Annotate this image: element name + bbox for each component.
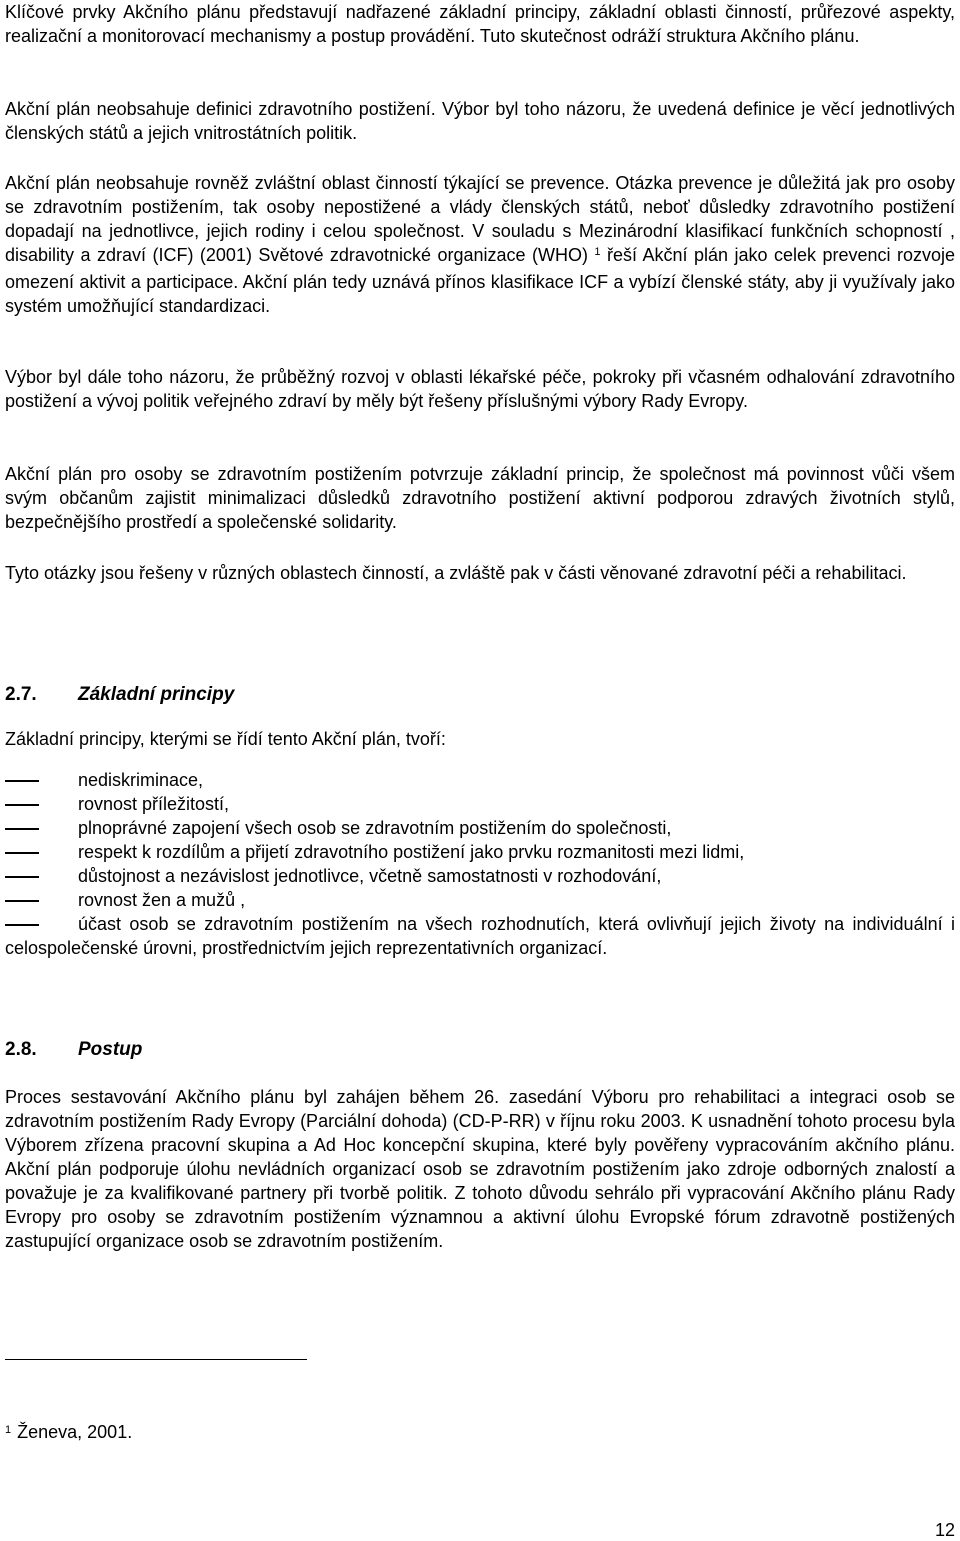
footnote-text: Ženeva, 2001.	[17, 1422, 133, 1442]
paragraph-prevention-part1: Akční plán neobsahuje rovněž zvláštní oblast činností týkající se prevence. Otázka prevence je důležitá jak pro osoby se zdravotním postižením, tak osoby nepostižené a vlády členských států, neboť důsledky zdravotního postižení dopadají na jednotlivce, jejich rodiny i celou společnost. V souladu s Mezinárodní klasifikací funkčních schopností , disability a zdraví (ICF) (2001) Světové zdravotnické organizace (WHO)	[5, 173, 955, 265]
dash-bullet-icon	[5, 900, 39, 902]
page-number: 12	[934, 1520, 955, 1540]
section-heading-2-7	[5, 682, 234, 708]
dash-bullet-icon	[5, 924, 39, 926]
paragraph-prevention	[5, 171, 955, 318]
list-item	[5, 816, 955, 840]
list-item-text: účast osob se zdravotním postižením na všech rozhodnutích, která ovlivňují jejich životy na individuální i celospolečenské úrovni, prostřednictvím jejich reprezentativních organizací.	[5, 914, 955, 958]
paragraph-definition: Akční plán neobsahuje definici zdravotního postižení. Výbor byl toho názoru, že uvedená definice je věcí jednotlivých členských států a jejich vnitrostátních politik.	[5, 99, 955, 143]
section-title: Základní principy	[78, 684, 235, 705]
footnote-reference[interactable]: 1	[594, 246, 601, 258]
paragraph-committee: Výbor byl dále toho názoru, že průběžný rozvoj v oblasti lékařské péče, pokroky při včasném odhalování zdravotního postižení a vývoj politik veřejného zdraví by měly být řešeny příslušnými výbory Rady Evropy.	[5, 367, 955, 411]
list-item	[5, 888, 955, 912]
footnote-mark: 1	[5, 1424, 12, 1436]
list-item-text: rovnost příležitostí,	[78, 794, 230, 814]
section-heading-2-8	[5, 1037, 142, 1063]
list-item	[5, 792, 955, 816]
paragraph-key-elements: Klíčové prvky Akčního plánu představují nadřazené základní principy, základní oblasti činností, průřezové aspekty, realizační a monitorovací mechanismy a postup provádění. Tuto skutečnost odráží struktura Akčního plánu.	[5, 2, 955, 46]
section-number: 2.7.	[5, 684, 37, 705]
list-item	[5, 864, 955, 888]
footnote	[5, 1419, 132, 1445]
principles-intro: Základní principy, kterými se řídí tento Akční plán, tvoří:	[5, 729, 446, 749]
paragraph-prevention-part2: řeší Akční plán jako celek prevenci rozvoje omezení aktivit a participace. Akční plán tedy uznává přínos klasifikace ICF a vybízí členské státy, aby ji využívaly jako systém umožňující standardizaci.	[5, 245, 955, 316]
section-number: 2.8.	[5, 1039, 37, 1060]
list-item-text: rovnost žen a mužů ,	[78, 890, 246, 910]
footnote-separator	[5, 1359, 307, 1360]
paragraph-procedure: Proces sestavování Akčního plánu byl zahájen během 26. zasedání Výboru pro rehabilitaci a integraci osob se zdravotním postižením Rady Evropy (Parciální dohoda) (CD-P-RR) v říjnu roku 2003. K usnadnění tohoto procesu byla Výborem zřízena pracovní skupina a Ad Hoc koncepční skupina, které byly pověřeny vypracováním akčního plánu. Akční plán podporuje úlohu nevládních organizací osob se zdravotním postižením jako zdroje odborných znalostí a považuje je za kvalifikované partnery při tvorbě politik. Z tohoto důvodu sehrálo při vypracování Akčního plánu Rady Evropy pro osoby se zdravotním postižením významnou a aktivní úlohu Evropské fórum zdravotně postižených zastupující organizace osob se zdravotním postižením.	[5, 1087, 955, 1251]
dash-bullet-icon	[5, 852, 39, 854]
list-item	[5, 840, 955, 864]
list-item-text: respekt k rozdílům a přijetí zdravotního postižení jako prvku rozmanitosti mezi lidmi,	[78, 842, 745, 862]
principles-list	[5, 768, 955, 960]
paragraph-areas: Tyto otázky jsou řešeny v různých oblastech činností, a zvláště pak v části věnované zdravotní péči a rehabilitaci.	[5, 563, 907, 583]
dash-bullet-icon	[5, 876, 39, 878]
list-item-text: důstojnost a nezávislost jednotlivce, včetně samostatnosti v rozhodování,	[78, 866, 662, 886]
list-item	[5, 912, 955, 960]
list-item-text: nediskriminace,	[78, 770, 204, 790]
dash-bullet-icon	[5, 804, 39, 806]
section-title: Postup	[78, 1039, 143, 1060]
list-item	[5, 768, 955, 792]
list-item-text: plnoprávné zapojení všech osob se zdravotním postižením do společnosti,	[78, 818, 672, 838]
dash-bullet-icon	[5, 828, 39, 830]
paragraph-action-plan: Akční plán pro osoby se zdravotním postižením potvrzuje základní princip, že společnost má povinnost vůči všem svým občanům zajistit minimalizaci důsledků zdravotního postižení aktivní podporou zdravých životních stylů, bezpečnějšího prostředí a společenské solidarity.	[5, 464, 955, 532]
dash-bullet-icon	[5, 780, 39, 782]
